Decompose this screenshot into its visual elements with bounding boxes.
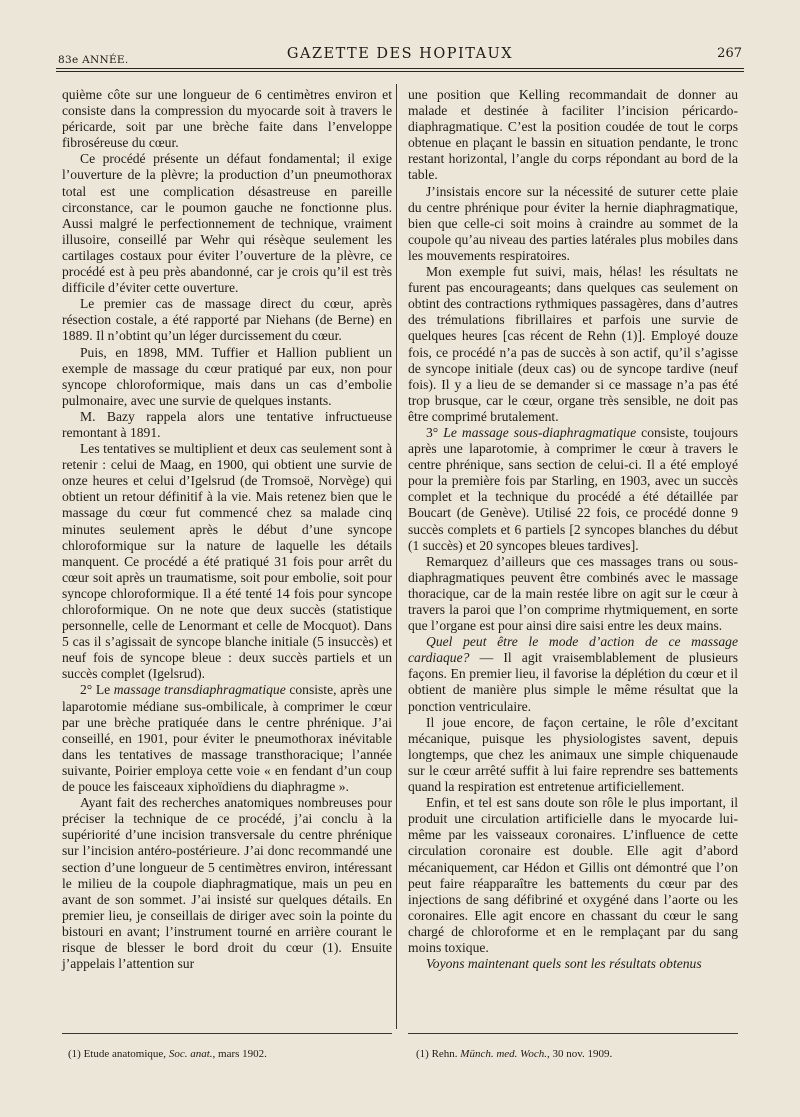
header-rule-thin — [56, 71, 744, 72]
issue-label: 83e ANNÉE. — [58, 54, 129, 66]
footnote-left — [68, 1048, 267, 1060]
paragraph: Ayant fait des recherches anatomiques nombreuses pour préciser la technique de ce procédé, j’ai conclu à la supériorité d’une incision transversale du centre phrénique sur l’incision antéro-postérieure. J’ai donc recommandé une section d’une longueur de 5 centimètres environ, intéressant le milieu de la coupole diaphragmatique, mais un peu en avant de son sommet. J’ai insisté sur quelques détails. En premier lieu, je conseillais de diriger avec soin la pointe du bistouri en avant; l’instrument tourné en arrière courant le risque de blesser le bord droit du cœur (1). Ensuite j’appelais l’attention sur — [62, 795, 392, 972]
text-run: (1) Rehn. — [416, 1048, 461, 1060]
text-run: 3° — [426, 424, 444, 440]
paragraph: Ce procédé présente un défaut fondamental; il exige l’ouverture de la plèvre; la production d’un pneumothorax total est une complication désastreuse en pareille circonstance, car le poumon gauche ne fonctionne plus. Aussi malgré le perfectionnement de technique, vraiment illusoire, conseillé par Wehr qui résèque seulement les cartilages costaux pour éviter l’ouverture de la plèvre, ce procédé est à peu près abandonné, car je crois qu’il est très difficile d’éviter cette ouverture. — [62, 151, 392, 296]
paragraph: J’insistais encore sur la nécessité de suturer cette plaie du centre phrénique pour éviter la hernie diaphragmatique, bien que celle-ci soit moins à craindre au sommet de la coupole qu’au niveau des parties latérales plus mobiles dans les mouvements respiratoires. — [408, 183, 738, 263]
journal-title: GAZETTE DES HOPITAUX — [286, 46, 514, 62]
left-column — [62, 87, 392, 972]
paragraph — [408, 956, 738, 972]
paragraph: Il joue encore, de façon certaine, le rôle d’excitant mécanique, puisque les physiologistes savent, depuis longtemps, que chez les animaux une simple chiquenaude sur le cœur arrêté suffit à lui faire reprendre ses battements quand la respiration est entretenue artificiellement. — [408, 714, 738, 795]
text-run: (1) Etude anatomique, — [68, 1048, 169, 1060]
paragraph: Enfin, et tel est sans doute son rôle le plus important, il produit une circulation artificielle dans le myocarde lui-même par les vaisseaux coronaires. L’influence de cette circulation coronaire est double. Elle agit d’abord mécaniquement, car Hédon et Gillis ont démontré que l’on peut faire réapparaître les battements du cœur par des injections de sang défibriné et oxygéné dans l’aorte ou les coronaires. Elle agit encore en chassant du cœur le sang chargé de chloroforme et en le remplaçant par du sang moins toxique. — [408, 795, 738, 955]
paragraph: M. Bazy rappela alors une tentative infructueuse remontant à 1891. — [62, 408, 392, 440]
paragraph: une position que Kelling recommandait de donner au malade et destinée à faciliter l’incision péricardo-diaphragmatique. C’est la position coudée de tout le corps obtenue en plaçant le bassin en situation pendante, le tronc restant horizontal, l’angle du corps répondant au bord de la table. — [408, 87, 738, 183]
text-run: consiste, toujours après une laparotomie, à comprimer le cœur à travers le centre phrénique, sans section de celui-ci. Il a été employé pour la première fois par Starling, en 1903, avec un succès complet et la technique du procédé a été détaillée par Boucart (de Genève). Utilisé 22 fois, ce procédé donne 9 succès complets et 6 partiels [2 syncopes blanches du début (1 succès) et 20 syncopes bleues tardives]. — [408, 424, 738, 553]
right-column — [408, 87, 738, 972]
italic-term: Soc. anat. — [168, 1048, 213, 1060]
paragraph: Remarquez d’ailleurs que ces massages trans ou sous-diaphragmatiques peuvent être combinés avec le massage thoracique, car de la main restée libre on agit sur le cœur à travers la paroi que l’on comprime rhytmiquement, en sorte que l’organe est pour ainsi dire saisi entre les deux mains. — [408, 553, 738, 634]
footnote-right — [416, 1048, 612, 1060]
paragraph — [62, 682, 392, 795]
footnote-rule-left — [62, 1033, 392, 1034]
italic-question: Quel peut être le mode d’action de ce massage cardiaque? — [408, 634, 738, 666]
text-run: 2° Le — [80, 682, 114, 698]
text-run: — Il agit vraisemblablement de plusieurs façons. En premier lieu, il favorise la déplétion du cœur et il obtient de manière plus simple le même résultat que la ponction ventriculaire. — [408, 650, 738, 714]
header-rule — [56, 68, 744, 69]
paragraph — [408, 634, 738, 714]
text-run: consiste, après une laparotomie médiane sus-ombilicale, à comprimer le cœur par une brèche pratiquée dans le centre phrénique. J’ai conseillé, en 1901, pour éviter le pneumothorax inévitable dans les tentatives de massage transthoracique; l’année suivante, Poirier employa cette voie « en fendant d’un coup de pouce les faisceaux xiphoïdiens du diaphragme ». — [62, 682, 392, 795]
paragraph: quième côte sur une longueur de 6 centimètres environ et consiste dans la compression du myocarde soit à travers le péricarde, soit par une brèche faite dans l’enveloppe fibroséreuse du cœur. — [62, 87, 392, 151]
column-divider — [396, 84, 397, 1029]
italic-term: Münch. med. Woch. — [460, 1048, 547, 1060]
italic-term: Le massage sous-diaphragmatique — [443, 424, 637, 440]
italic-sentence: Voyons maintenant quels sont les résultats obtenus — [426, 956, 702, 972]
text-run: , mars 1902. — [212, 1048, 267, 1060]
text-run: , 30 nov. 1909. — [546, 1048, 613, 1060]
footnote-rule-right — [408, 1033, 738, 1034]
paragraph: Les tentatives se multiplient et deux cas seulement sont à retenir : celui de Maag, en 1900, qui obtient une survie de onze heures et celui d’Igelsrud (de Tromsoë, Norvège) qui obtient un retour définitif à la vie. Mais retenez bien que le massage du cœur fut commencé chez sa malade cinq minutes seulement après le début d’une syncope chloroformique sur la nature de laquelle les détails manquent. Ce procédé a été pratiqué 31 fois pour arrêt du cœur soit après un traumatisme, soit pour embolie, soit pour syncope chloroformique. Il a été tenté 14 fois pour syncope chloroformique. On ne note que deux succès (statistique personnelle, celle de Lenormant et celle de Mocquot). Dans 5 cas il s’agissait de syncope blanche initiale (5 insuccès) et neuf fois de syncope bleue : deux succès partiels et un succès complet (Igelsrud). — [62, 441, 392, 682]
paragraph: Mon exemple fut suivi, mais, hélas! les résultats ne furent pas encourageants; dans quelques cas seulement on obtint des contractions rythmiques passagères, dans d’autres des trémulations fibrillaires et parfois une survie de quelques heures [cas récent de Rehn (1)]. Employé douze fois, ce procédé n’a pas de succès à son actif, qu’il s’agisse de syncope initiale (deux cas) ou de syncope tardive (neuf fois). Il y a lieu de se demander si ce massage n’a pas été trop brusque, car le cœur, organe très sensible, ne doit pas être comprimé brutalement. — [408, 264, 738, 424]
page-number: 267 — [717, 46, 742, 61]
paragraph: Puis, en 1898, MM. Tuffier et Hallion publient un exemple de massage du cœur pratiqué par eux, non pour syncope chloroformique, mais dans un cas d’embolie pulmonaire, avec une survie de quelques instants. — [62, 344, 392, 408]
italic-term: massage transdiaphragmatique — [113, 682, 286, 698]
page-header — [58, 46, 742, 68]
paragraph: Le premier cas de massage direct du cœur, après résection costale, a été rapporté par Niehans (de Berne) en 1889. Il n’obtint qu’un léger durcissement du cœur. — [62, 296, 392, 344]
paragraph — [408, 425, 738, 554]
